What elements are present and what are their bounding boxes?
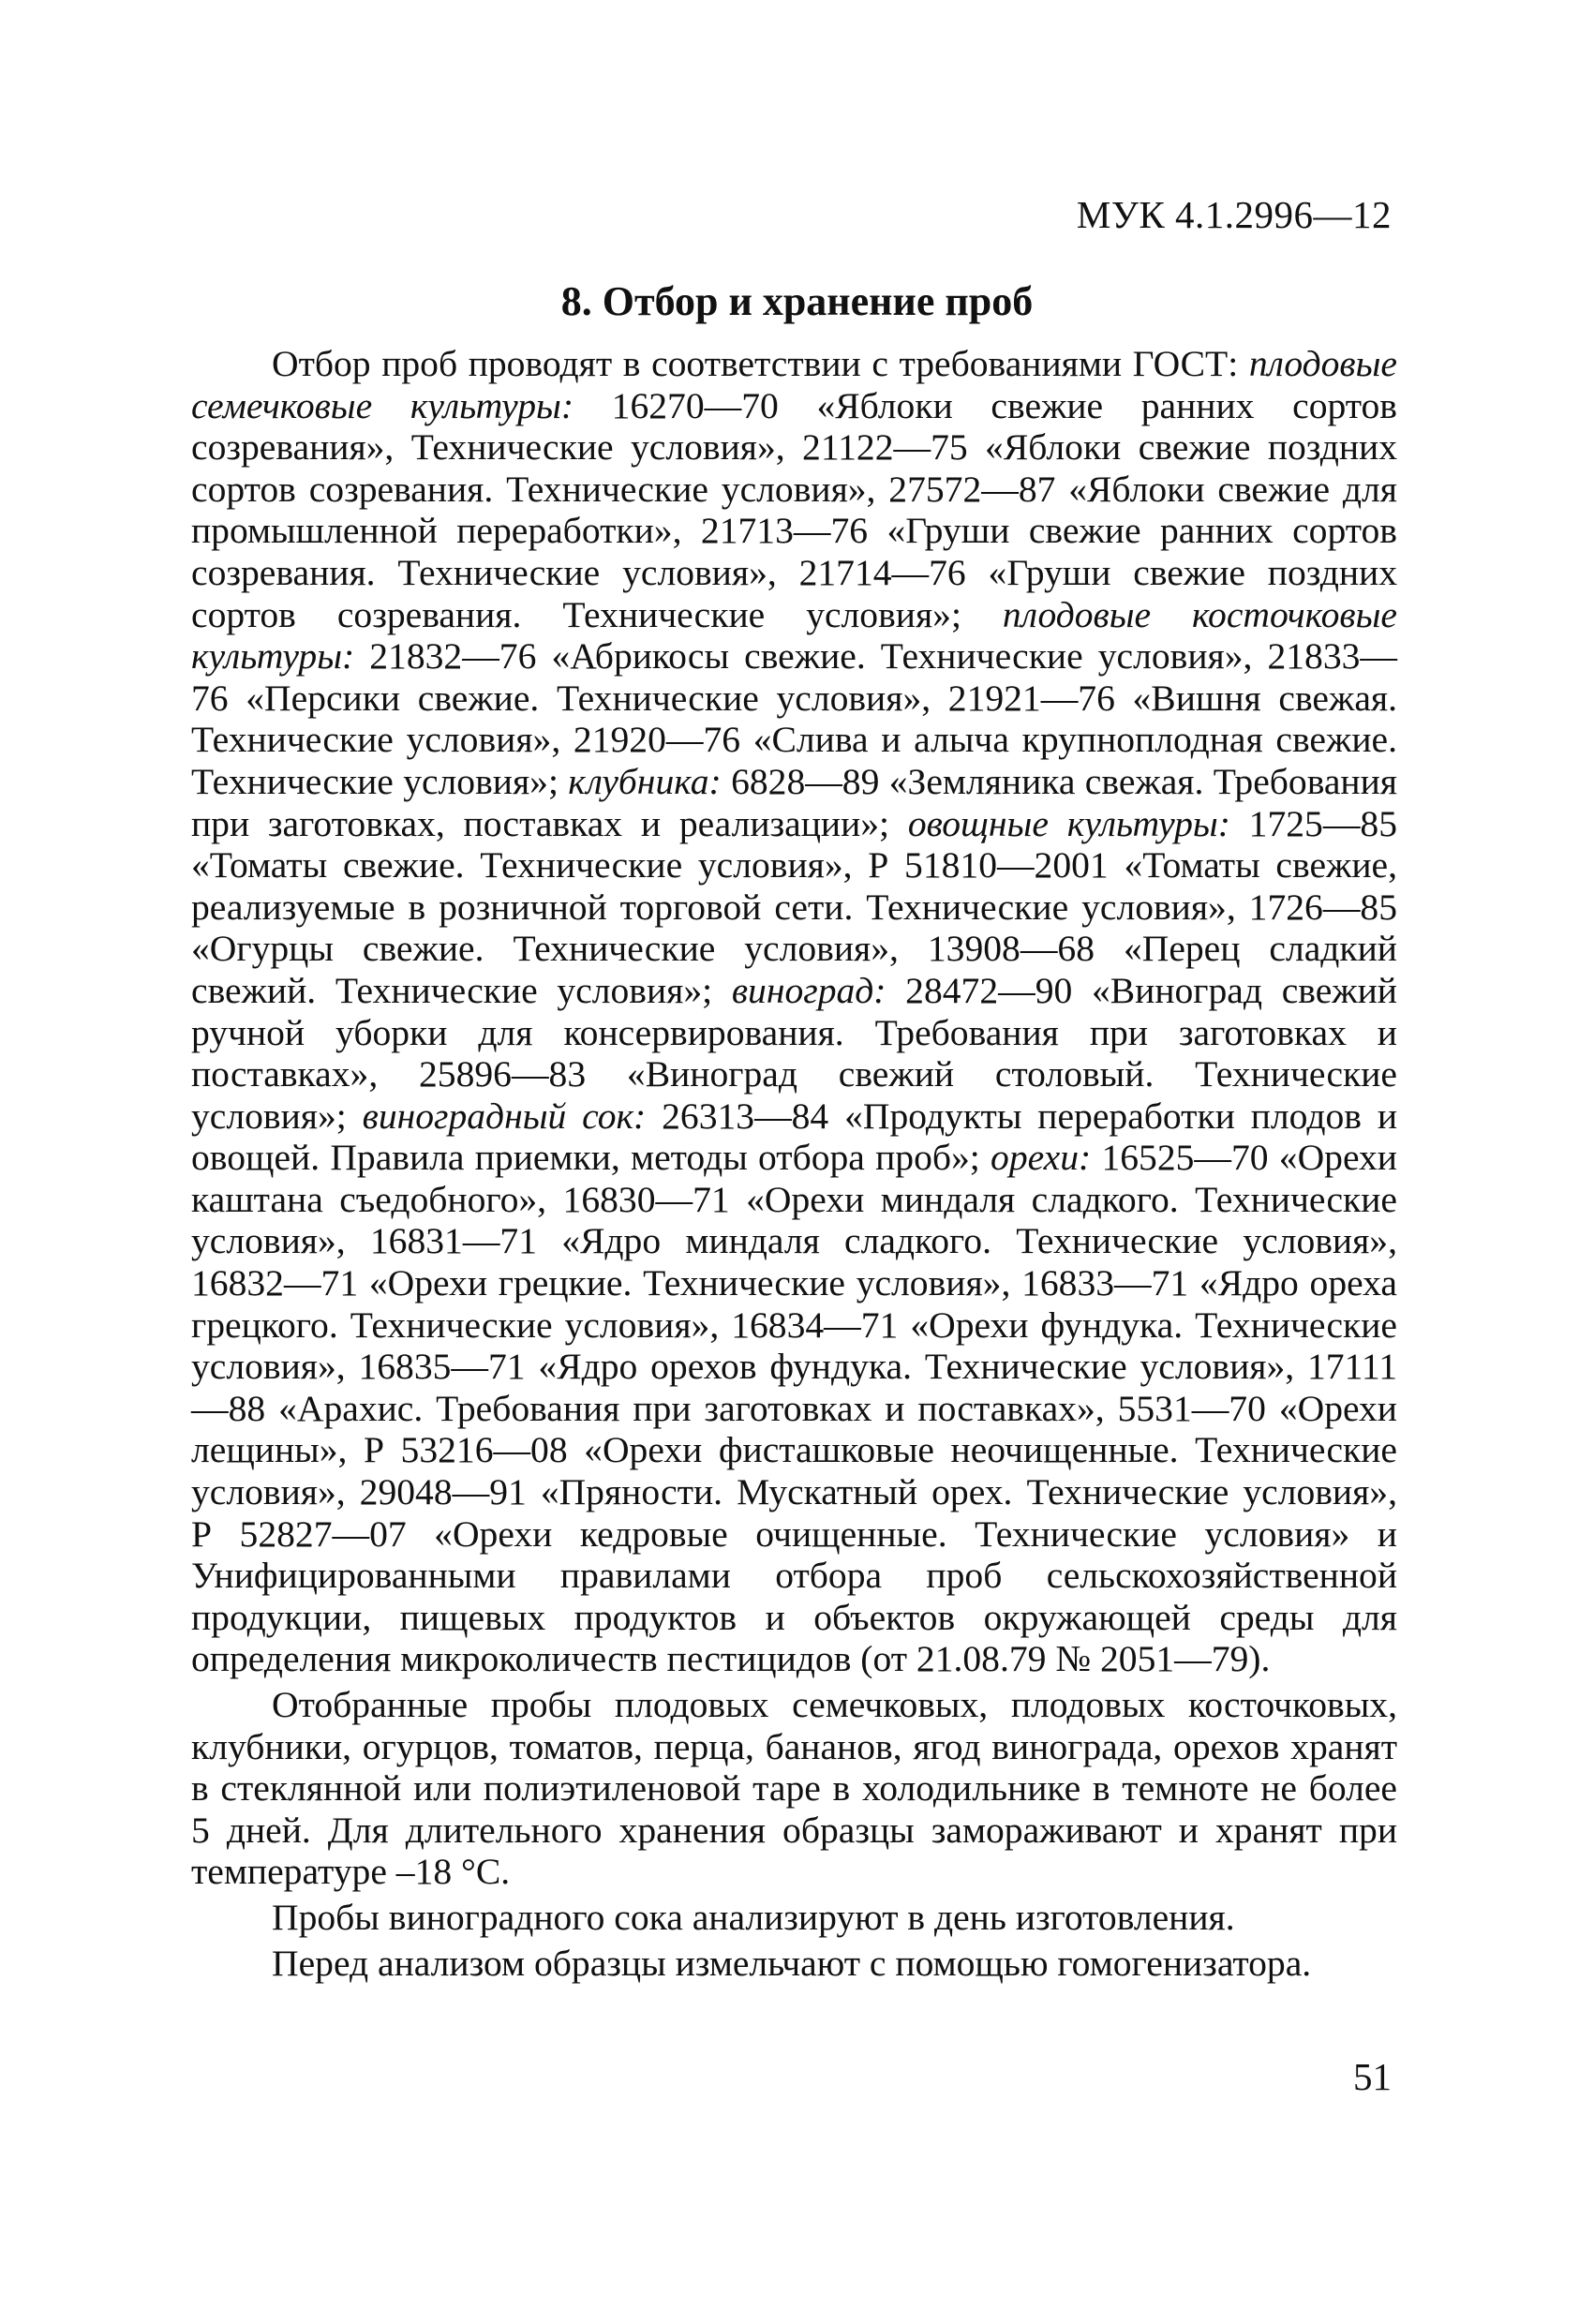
paragraph-storage: Отобранные пробы плодовых семечковых, плодовых косточковых, клубники, огурцов, томатов, перца, бананов, ягод винограда, орехов хранят в стеклянной или полиэтиленовой таре в холодильнике в темноте не более 5 дней. Для длительного хранения образцы замораживают и хранят при температуре –18 °С. [191, 1684, 1397, 1893]
category-label-strawberry: клубника: [568, 760, 722, 802]
paragraph-grape-juice-analysis: Пробы виноградного сока анализируют в день изготовления. [272, 1896, 1235, 1938]
text-run: 1725—85 «Томаты свежие. Технические условия», Р 51810—2001 «Томаты свежие, реализуемые в розничной торговой сети. Технические условия», 1726—85 «Огурцы свежие. Технические условия», 13908—68 «Перец сладкий свежий. Технические условия»; [191, 802, 1397, 1011]
section-body [191, 343, 1397, 1984]
text-run: 28472—90 «Виноград свежий ручной уборки для консервирования. Требования при заготовках и поставках», 25896—83 «Виноград свежий столовый. Технические условия»; [191, 969, 1397, 1137]
text-run: 26313—84 «Продукты переработки плодов и овощей. Правила приемки, методы отбора проб»; [191, 1095, 1397, 1179]
text-run: Отбор проб проводят в соответствии с требованиями ГОСТ: [272, 343, 1249, 384]
text-run: 6828—89 «Земляника свежая. Требования при заготовках, поставках и реализации»; [191, 760, 1397, 844]
category-label-stone-fruits: плодовые косточковые культуры: [191, 593, 1397, 678]
text-run: 21832—76 «Абрикосы свежие. Технические условия», 21833—76 «Персики свежие. Технические условия», 21921—76 «Вишня свежая. Технические условия», 21920—76 «Слива и алыча крупноплодная свежие. Технические условия»; [191, 635, 1397, 802]
paragraph-sampling-standards [191, 343, 1397, 1680]
document-code: МУК 4.1.2996—12 [1076, 193, 1392, 236]
category-label-nuts: орехи: [991, 1137, 1092, 1179]
paragraph-homogenization: Перед анализом образцы измельчают с помощью гомогенизатора. [272, 1942, 1312, 1984]
text-run: 16270—70 «Яблоки свежие ранних сортов созревания», Технические условия», 21122—75 «Яблоки свежие поздних сортов созревания. Технические условия», 27572—87 «Яблоки свежие для промышленной переработки», 21713—76 «Груши свежие ранних сортов созревания. Технические условия», 21714—76 «Груши свежие поздних сортов созревания. Технические условия»; [191, 384, 1397, 635]
category-label-pome-fruits: плодовые семечковые культуры: [191, 343, 1397, 426]
section-title: 8. Отбор и хранение проб [560, 278, 1034, 324]
page-number: 51 [1353, 2055, 1392, 2098]
category-label-vegetables: овощные культуры: [907, 802, 1230, 844]
text-run: 16525—70 «Орехи каштана съедобного», 16830—71 «Орехи миндаля сладкого. Технические условия», 16831—71 «Ядро миндаля сладкого. Технические условия», 16832—71 «Орехи грецкие. Технические условия», 16833—71 «Ядро ореха грецкого. Технические условия», 16834—71 «Орехи фундука. Технические условия», 16835—71 «Ядро орехов фундука. Технические условия», 17111—88 «Арахис. Требования при заготовках и поставках», 5531—70 «Орехи лещины», Р 53216—08 «Орехи фисташковые неочищенные. Технические условия», 29048—91 «Пряности. Мускатный орех. Технические условия», Р 52827—07 «Орехи кедровые очищенные. Технические условия» и Унифицированными правилами отбора проб сельскохозяйственной продукции, пищевых продуктов и объектов окружающей среды для определения микроколичеств пестицидов (от 21.08.79 № 2051—79). [191, 1137, 1397, 1680]
category-label-grape-juice: виноградный сок: [362, 1095, 647, 1137]
category-label-grapes: виноград: [731, 969, 886, 1011]
